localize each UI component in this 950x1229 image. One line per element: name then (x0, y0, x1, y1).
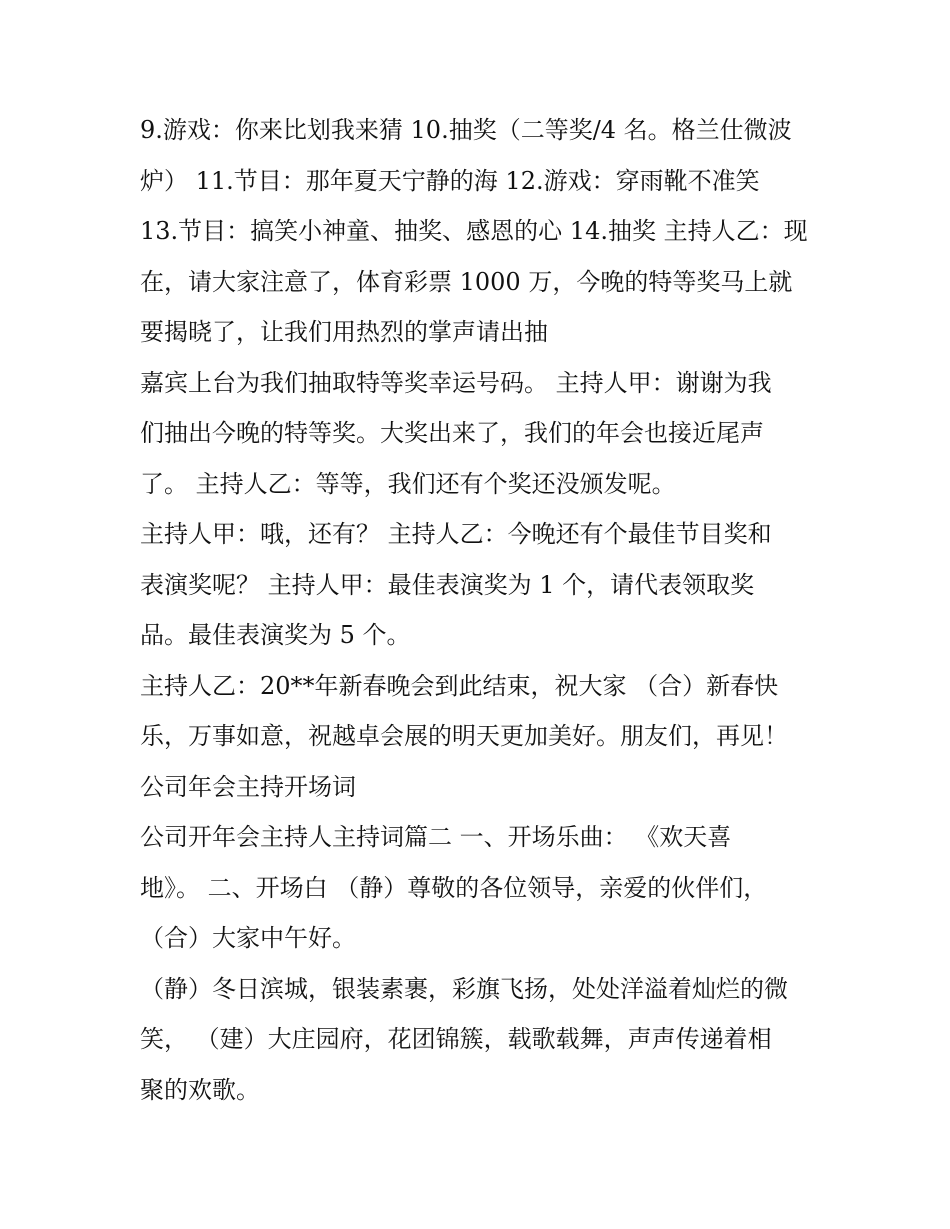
text-line: 聚的欢歌。 (140, 1075, 260, 1104)
text-line: （静）冬日滨城，银装素裹，彩旗飞扬，处处洋溢着灿烂的微 (140, 974, 788, 1003)
text-line: 了。 主持人乙：等等，我们还有个奖还没颁发呢。 (140, 469, 676, 498)
text-line: 炉） 11.节目：那年夏天宁静的海 12.游戏：穿雨靴不准笑 (140, 166, 760, 195)
text-line: 乐，万事如意，祝越卓会展的明天更加美好。朋友们，再见！ (140, 722, 788, 750)
text-line: 要揭晓了，让我们用热烈的掌声请出抽 (140, 318, 548, 346)
text-line: 嘉宾上台为我们抽取特等奖幸运号码。 主持人甲：谢谢为我 (140, 368, 772, 397)
text-line: 在，请大家注意了，体育彩票 1000 万，今晚的特等奖马上就 (140, 267, 793, 296)
text-line: 品。最佳表演奖为 5 个。 (140, 621, 411, 649)
text-line: 主持人乙：20**年新春晚会到此结束，祝大家 （合）新春快 (140, 671, 779, 700)
text-line: 表演奖呢？ 主持人甲：最佳表演奖为 1 个，请代表领取奖 (140, 570, 755, 599)
document-body (140, 105, 830, 1115)
text-line: 笑， （建）大庄园府，花团锦簇，载歌载舞，声声传递着相 (140, 1025, 772, 1053)
text-line: 公司开年会主持人主持词篇二 一、开场乐曲： 《欢天喜 (140, 823, 732, 851)
text-line: 主持人甲：哦，还有？ 主持人乙：今晚还有个最佳节目奖和 (140, 520, 772, 548)
text-line: 地》。 二、开场白 （静）尊敬的各位领导，亲爱的伙伴们， (140, 873, 768, 902)
text-line: 9.游戏：你来比划我来猜 10.抽奖（二等奖/4 名。格兰仕微波 (140, 116, 792, 144)
text-line: 们抽出今晚的特等奖。大奖出来了，我们的年会也接近尾声 (140, 419, 764, 447)
text-line: 13.节目：搞笑小神童、抽奖、感恩的心 14.抽奖 主持人乙：现 (140, 217, 808, 245)
section-heading: 公司年会主持开场词 (140, 772, 356, 801)
text-line: （合）大家中午好。 (140, 924, 356, 952)
